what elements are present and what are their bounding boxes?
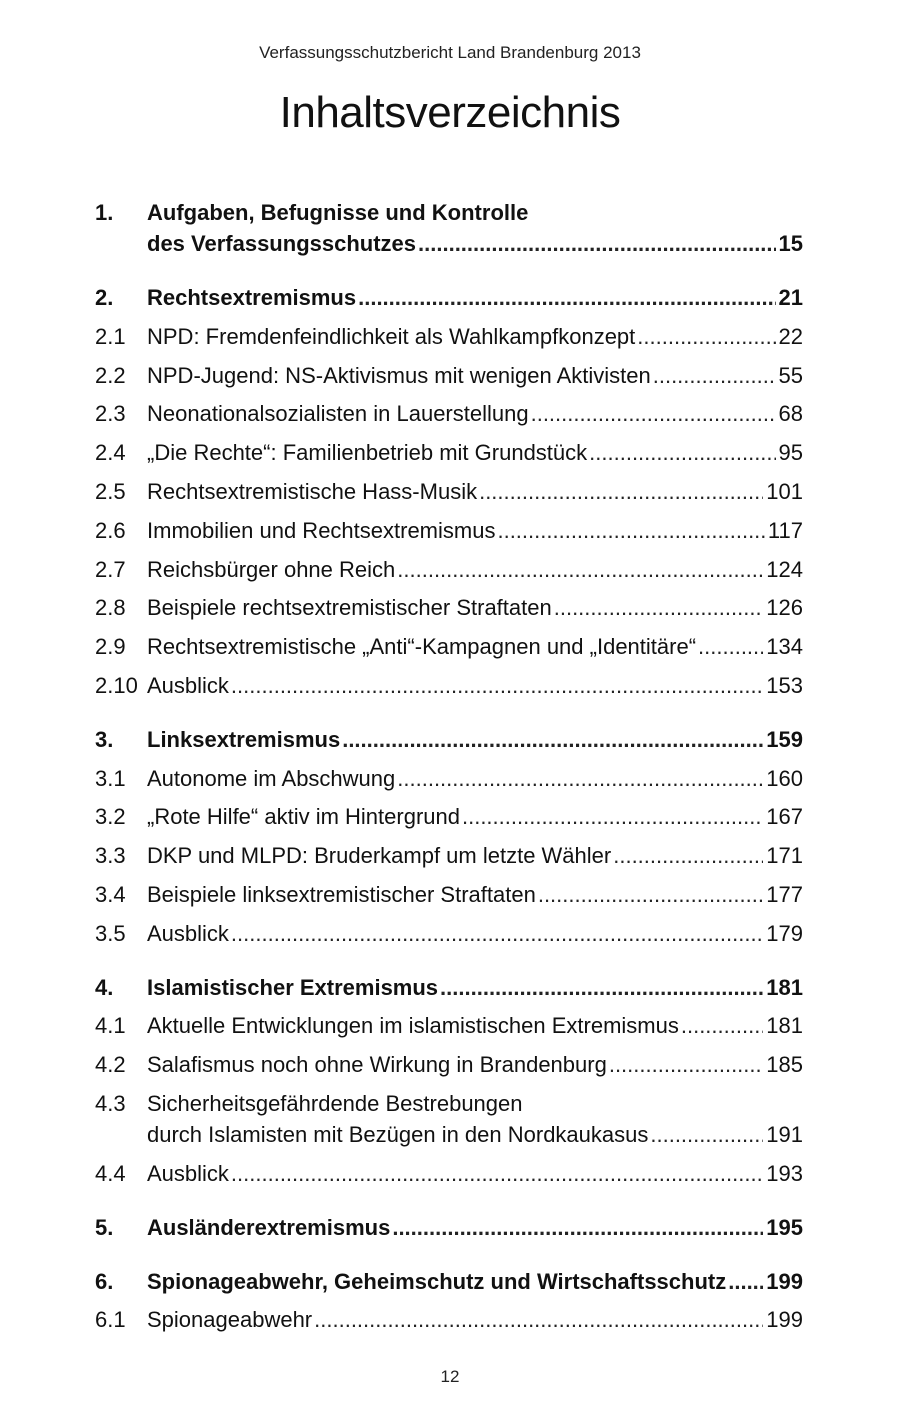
toc-entry-title: Ausblick <box>147 1160 229 1186</box>
toc-entry-number: 4.3 <box>95 1090 126 1116</box>
dot-leader <box>650 1119 763 1150</box>
dot-leader <box>397 763 763 794</box>
toc-entry-title: Aktuelle Entwicklungen im islamistischen Extremismus <box>147 1013 679 1039</box>
dot-leader <box>613 840 763 871</box>
toc-entry-number: 4. <box>95 974 114 1000</box>
toc-entry[interactable] <box>95 840 803 879</box>
toc-entry-title: Islamistischer Extremismus <box>147 974 439 1000</box>
toc-entry[interactable] <box>95 763 803 802</box>
dot-leader <box>637 321 775 352</box>
toc-entry-title: Reichsbürger ohne Reich <box>147 556 396 582</box>
toc-entry-number: 2.8 <box>95 595 126 621</box>
toc-entry-number: 4.4 <box>95 1160 126 1186</box>
toc-entry-page: 117 <box>767 517 803 543</box>
dot-leader <box>397 554 763 585</box>
toc-entry-title: Rechtsextremismus <box>147 285 357 310</box>
toc-entry-page: 179 <box>766 920 803 946</box>
toc-entry[interactable] <box>95 801 803 840</box>
toc-entry[interactable] <box>95 918 803 957</box>
toc-entry-page: 160 <box>766 765 803 791</box>
toc-entry[interactable] <box>95 879 803 918</box>
toc-entry-title: „Die Rechte“: Familienbetrieb mit Grundstück <box>147 440 588 466</box>
dot-leader <box>479 476 763 507</box>
toc-entry[interactable] <box>95 437 803 476</box>
dot-leader <box>531 398 776 429</box>
toc-entry[interactable] <box>95 476 803 515</box>
toc-entry-page: 199 <box>766 1307 803 1333</box>
dot-leader <box>589 437 775 468</box>
toc-entry-title: Spionageabwehr <box>147 1307 313 1333</box>
toc-entry-title: Immobilien und Rechtsextremismus <box>147 517 496 543</box>
toc-entry-title-line1: Aufgaben, Befugnisse und Kontrolle <box>147 200 529 225</box>
toc-entry-title: Rechtsextremistische „Anti“-Kampagnen und „Identitäre“ <box>147 634 697 660</box>
toc-entry-title: Linksextremismus <box>147 726 341 752</box>
toc-entry-title: NPD-Jugend: NS-Aktivismus mit wenigen Aktivisten <box>147 362 651 388</box>
dot-leader <box>554 592 764 623</box>
toc-entry-page: 153 <box>766 672 803 698</box>
toc-entry[interactable] <box>95 515 803 554</box>
dot-leader <box>538 879 763 910</box>
dot-leader <box>231 670 763 701</box>
dot-leader <box>681 1010 763 1041</box>
toc-entry-number: 2.10 <box>95 672 138 698</box>
toc-entry-number: 5. <box>95 1214 114 1240</box>
toc-chapter-entry[interactable] <box>95 724 803 763</box>
toc-entry-number: 2.5 <box>95 478 126 504</box>
toc-entry-page: 68 <box>778 401 803 427</box>
toc-entry-page: 15 <box>778 231 803 256</box>
toc-entry-page: 22 <box>778 323 803 349</box>
toc-entry[interactable] <box>95 360 803 399</box>
toc-entry-page: 181 <box>766 1013 803 1039</box>
toc-entry-number: 3.4 <box>95 881 126 907</box>
dot-leader <box>314 1304 763 1335</box>
dot-leader <box>231 918 763 949</box>
toc-entry-number: 3.5 <box>95 920 126 946</box>
toc-entry-number: 2.2 <box>95 362 126 388</box>
toc-entry-number: 2.4 <box>95 440 126 466</box>
toc-entry-page: 191 <box>766 1121 803 1147</box>
toc-chapter-entry[interactable] <box>95 972 803 1011</box>
toc-entry-title: Ausblick <box>147 672 229 698</box>
toc-entry-title: Beispiele linksextremistischer Straftaten <box>147 881 536 907</box>
toc-entry-number: 2.6 <box>95 517 126 543</box>
toc-entry[interactable] <box>95 1304 803 1343</box>
toc-entry-title: NPD: Fremdenfeindlichkeit als Wahlkampfkonzept <box>147 323 636 349</box>
toc-entry-number: 2.7 <box>95 556 126 582</box>
toc-entry-page: 134 <box>766 634 803 660</box>
toc-entry-title: des Verfassungsschutzes <box>147 231 417 256</box>
toc-chapter-entry[interactable] <box>95 1212 803 1251</box>
dot-leader <box>392 1212 763 1243</box>
toc-entry-title: Spionageabwehr, Geheimschutz und Wirtschaftsschutz <box>147 1268 727 1294</box>
toc-entry-title: Salafismus noch ohne Wirkung in Brandenburg <box>147 1052 607 1078</box>
dot-leader <box>728 1266 763 1297</box>
dot-leader <box>342 724 763 755</box>
toc-entry-number: 3.3 <box>95 843 126 869</box>
toc-entry-page: 159 <box>766 726 803 752</box>
toc-entry-title: Neonationalsozialisten in Lauerstellung <box>147 401 529 427</box>
toc-entry-page: 171 <box>766 843 803 869</box>
toc-entry-number: 3.1 <box>95 765 126 791</box>
dot-leader <box>609 1049 763 1080</box>
toc-entry-number: 3.2 <box>95 804 126 830</box>
toc-entry-page: 193 <box>766 1160 803 1186</box>
toc-chapter-entry[interactable] <box>95 1266 803 1305</box>
toc-entry[interactable] <box>95 592 803 631</box>
toc-entry-title: Autonome im Abschwung <box>147 765 396 791</box>
toc-entry-page: 124 <box>766 556 803 582</box>
toc-entry-title: Rechtsextremistische Hass-Musik <box>147 478 478 504</box>
toc-entry-number: 4.1 <box>95 1013 126 1039</box>
toc-entry-page: 126 <box>766 595 803 621</box>
toc-entry-title: durch Islamisten mit Bezügen in den Nordkaukasus <box>147 1121 649 1147</box>
toc-entry[interactable] <box>95 321 803 360</box>
toc-entry-number: 6. <box>95 1268 114 1294</box>
dot-leader <box>440 972 763 1003</box>
toc-entry-number: 1. <box>95 200 114 225</box>
toc-entry[interactable] <box>95 670 803 709</box>
toc-entry[interactable] <box>95 1088 803 1158</box>
dot-leader <box>418 228 776 259</box>
dot-leader <box>231 1158 763 1189</box>
toc-entry-page: 195 <box>766 1214 803 1240</box>
toc-entry[interactable] <box>95 1049 803 1088</box>
toc-entry-title-line1: Sicherheitsgefährdende Bestrebungen <box>147 1090 523 1116</box>
toc-entry-title: DKP und MLPD: Bruderkampf um letzte Wähler <box>147 843 612 869</box>
toc-entry-page: 181 <box>766 974 803 1000</box>
toc-entry-page: 199 <box>766 1268 803 1294</box>
dot-leader <box>358 282 775 313</box>
toc-entry-title: Ausländerextremismus <box>147 1214 391 1240</box>
dot-leader <box>653 360 776 391</box>
dot-leader <box>698 631 763 662</box>
toc-entry-number: 2. <box>95 285 114 310</box>
toc-entry-title: „Rote Hilfe“ aktiv im Hintergrund <box>147 804 460 830</box>
toc-entry-title: Beispiele rechtsextremistischer Straftaten <box>147 595 552 621</box>
dot-leader <box>497 515 764 546</box>
table-of-contents <box>95 197 803 1343</box>
toc-entry-page: 21 <box>778 285 803 310</box>
toc-chapter-entry[interactable] <box>95 197 803 267</box>
toc-entry-number: 2.9 <box>95 634 126 660</box>
toc-entry-title: Ausblick <box>147 920 229 946</box>
toc-entry-number: 6.1 <box>95 1307 126 1333</box>
toc-entry-number: 2.1 <box>95 323 126 349</box>
toc-entry-number: 2.3 <box>95 401 126 427</box>
dot-leader <box>462 801 763 832</box>
toc-entry[interactable] <box>95 398 803 437</box>
toc-entry-page: 185 <box>766 1052 803 1078</box>
page-number: 12 <box>440 1367 460 1386</box>
toc-entry-page: 95 <box>778 440 803 466</box>
toc-entry-page: 177 <box>766 881 803 907</box>
toc-entry-number: 3. <box>95 726 114 752</box>
toc-entry[interactable] <box>95 631 803 670</box>
toc-entry-page: 167 <box>766 804 803 830</box>
toc-entry-page: 101 <box>766 478 803 504</box>
toc-chapter-entry[interactable] <box>95 282 803 321</box>
toc-entry-page: 55 <box>778 362 803 388</box>
running-head: Verfassungsschutzbericht Land Brandenburg 2013 <box>259 43 641 62</box>
toc-entry-number: 4.2 <box>95 1052 126 1078</box>
page-title: Inhaltsverzeichnis <box>279 88 621 137</box>
toc-entry[interactable] <box>95 1158 803 1197</box>
toc-entry[interactable] <box>95 1010 803 1049</box>
toc-entry[interactable] <box>95 554 803 593</box>
